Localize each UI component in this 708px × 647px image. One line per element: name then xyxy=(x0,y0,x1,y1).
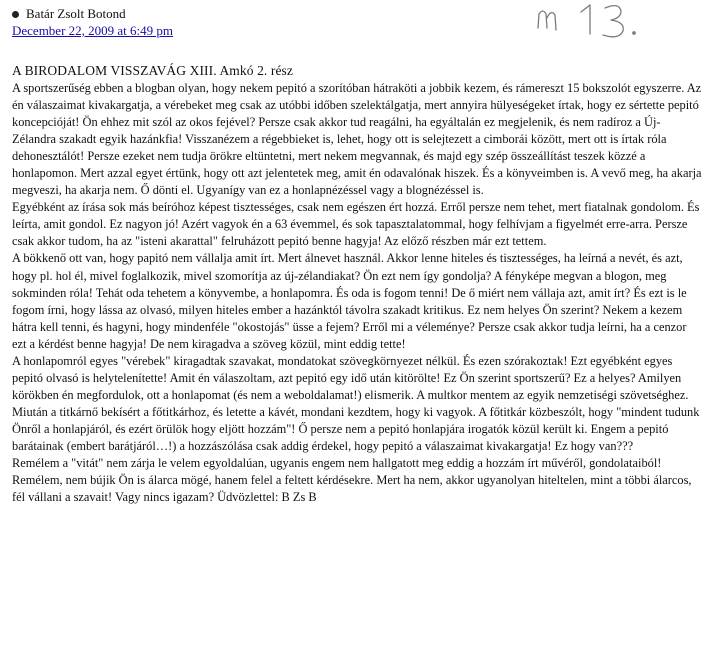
article xyxy=(12,62,702,506)
handwritten-note xyxy=(535,0,650,40)
comment-date-link[interactable]: December 22, 2009 at 6:49 pm xyxy=(12,23,174,38)
paragraph-2: Egyébként az írása sok más beíróhoz képest tisztességes, csak nem egészen ért hozzá. Erről persze nem tehet, mert fiatalnak gondolom. És leírta, amit gondol. Ez nagyon jó! Azért vagyok én a 63 évemmel, és sok tapasztalatommal, hogy felhívjam a figyelmét erre-arra. Persze csak akkor tudom, ha az "isteni akarattal" felruházott pepitó benne hagyja! Az előző részben már ezt tettem. xyxy=(12,200,700,249)
comment-header xyxy=(12,6,173,39)
paragraph-3: A bökkenő ott van, hogy papitó nem vállalja amit írt. Mert álnevet használ. Akkor lenne hiteles és tisztességes, ha leírná a nevét, és azt, hogy pl. hol él, mivel foglalkozik, mivel szomorítja az új-zélandiakat? Ön ezt nem így gondolja? A fényképe megvan a blogon, meg sokminden róla! Tehát oda tehetem a könyvembe, a honlapomra. És oda is fogom tenni! De ő miért nem vállaja azt, amit írt? És ezt is le fogom írni, hogy lássa az olvasó, milyen hiteles ember a hazánktól távolra szakadt kritikus. Ez nem helyes Ön szerint? Nekem a kezem hátra kell tenni, és hagyni, hogy mindenféle "okostojás" üsse a fejem? Erről mi a véleménye? Persze csak akkor tudja leírni, ha a cenzor ezt a kérdést benne hagyja! De nem kiragadva a szöveg közül, mint eddig tette! xyxy=(12,251,687,351)
author-line xyxy=(12,6,173,22)
bullet-icon xyxy=(12,11,19,18)
paragraph-4: A honlapomról egyes "vérebek" kiragadtak szavakat, mondatokat szövegkörnyezet nélkül. És ezen szórakoztak! Ezt egyébként egyes pepitó olvasó is helytelenítette! Amit én válaszoltam, azt pepitó egy idő után kitörölte! Ez Ön szerint sportszerű? Ez a helyes? Amilyen körökben én megfordulok, ott a honlapomat (és nem a weboldalamat!) elismerik. A multkor mentem az egyik nemzetiségi szövetséghez. Miután a titkárnő bekísért a főtitkárhoz, és letette a kávét, mondani kezdtem, hogy ki vagyok. A főtitkár közbeszólt, hogy "mindent tudunk Önről a honlapjáról, és ezért örülök hogy eljött hozzám"! Ő persze nem a pepitó honlapjára irogatók közül került ki. Engem a pepitó barátainak (embert barátjáról…!) a hozzászólása csak addig érdekel, hogy pepitó a válaszaimat kivakargatja! Ez hogy van??? xyxy=(12,353,700,453)
article-title: A BIRODALOM VISSZAVÁG XIII. Amkó 2. rész xyxy=(12,63,294,78)
paragraph-1: A sportszerűség ebben a blogban olyan, hogy nekem pepitó a szorítóban hátraköti a jobbik kezem, és rámereszt 15 bokszolót egyszerre. Az én válaszaimat kivakargatja, a vérebeket meg csak az utóbbi időben szelektálgatja, mert annyira hülyeségeket írtak, hogy ez sértette pepitó koncepcióját! Ön ehhez mit szól az okos fejével? Persze csak akkor tud reagálni, ha egyáltalán ez megjelenik, és nem radíroz a Új-Zélandra szakadt egyik hazánkfia! Visszanézem a régebbieket is, lehet, hogy ott is selejtezett a cimborái között, mert ott is írtak róla dehonesztálót! Persze ezeket nem tudja örökre eltüntetni, mert nekem megvannak, és majd egy szép összeállítást teszek közzé a honlapomon. Mert azzal egyet értünk, hogy ott azt jelentetek meg, amit én odavalónak hiszek. És a könyveimben is. A vevő meg, ha akarja megveszi, ha akarja nem. Ő dönti el. Ugyanígy van ez a honlapnézéssel vagy a blognézéssel is. xyxy=(12,81,702,198)
comment-author: Batár Zsolt Botond xyxy=(26,6,126,21)
paragraph-5: Remélem a "vitát" nem zárja le velem egyoldalúan, ugyanis engem nem hallgatott meg eddig a hozzám írt művéről, gondolataiból! Remélem, nem bújik Ön is álarca mögé, hanem felel a feltett kérdésekre. Mert ha nem, akkor ugyanolyan hiteltelen, mint a többi álarcos, fél vállani a szavait! Vagy nincs igazam? Üdvözlettel: B Zs B xyxy=(12,456,692,505)
